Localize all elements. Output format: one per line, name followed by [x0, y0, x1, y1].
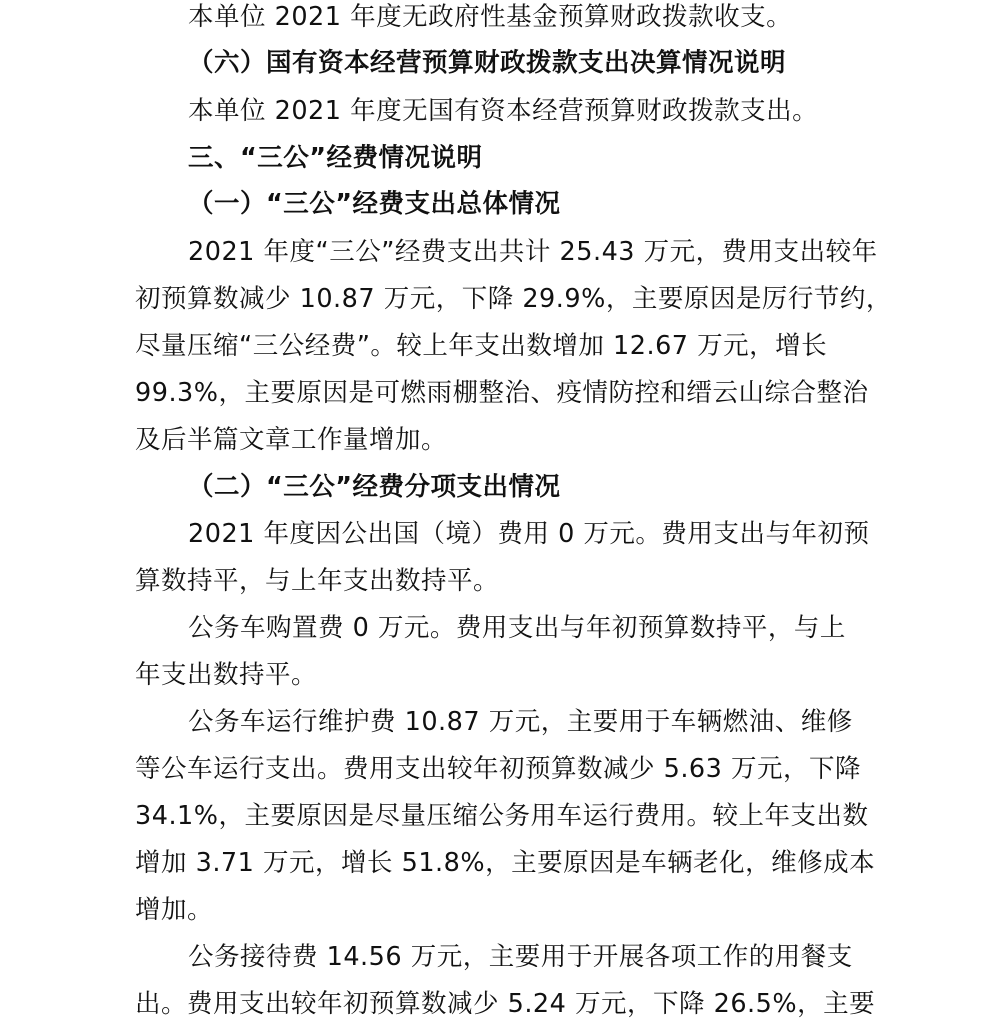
section-heading-1: （一）“三公”经费支出总体情况 [188, 189, 561, 219]
chapter-heading-3: 三、“三公”经费情况说明 [188, 143, 483, 173]
paragraph-line-14: 公务车购置费 0 万元。费用支出与年初预算数持平，与上 [188, 613, 846, 643]
paragraph-line-1: 本单位 2021 年度无政府性基金预算财政拨款收支。 [188, 2, 793, 32]
paragraph-line-18: 34.1%，主要原因是尽量压缩公务用车运行费用。较上年支出数 [135, 801, 869, 831]
paragraph-line-21: 公务接待费 14.56 万元，主要用于开展各项工作的用餐支 [188, 942, 853, 972]
paragraph-line-19: 增加 3.71 万元，增长 51.8%，主要原因是车辆老化，维修成本 [135, 848, 876, 878]
section-heading-2: （二）“三公”经费分项支出情况 [188, 472, 561, 502]
paragraph-line-12: 2021 年度因公出国（境）费用 0 万元。费用支出与年初预 [188, 519, 870, 549]
paragraph-line-17: 等公车运行支出。费用支出较年初预算数减少 5.63 万元，下降 [135, 754, 861, 784]
paragraph-line-16: 公务车运行维护费 10.87 万元，主要用于车辆燃油、维修 [188, 707, 853, 737]
paragraph-line-3: 本单位 2021 年度无国有资本经营预算财政拨款支出。 [188, 96, 819, 126]
paragraph-line-10: 及后半篇文章工作量增加。 [135, 425, 448, 455]
paragraph-line-20: 增加。 [135, 895, 214, 925]
section-heading-6: （六）国有资本经营预算财政拨款支出决算情况说明 [188, 48, 787, 78]
paragraph-line-22: 出。费用支出较年初预算数减少 5.24 万元，下降 26.5%，主要 [135, 989, 876, 1019]
paragraph-line-8: 尽量压缩“三公经费”。较上年支出数增加 12.67 万元，增长 [135, 331, 828, 361]
paragraph-line-13: 算数持平，与上年支出数持平。 [135, 566, 500, 596]
paragraph-line-9: 99.3%，主要原因是可燃雨棚整治、疫情防控和缙云山综合整治 [135, 378, 869, 408]
paragraph-line-15: 年支出数持平。 [135, 660, 318, 690]
paragraph-line-7: 初预算数减少 10.87 万元，下降 29.9%，主要原因是厉行节约， [135, 284, 892, 314]
paragraph-line-6: 2021 年度“三公”经费支出共计 25.43 万元，费用支出较年 [188, 237, 878, 267]
